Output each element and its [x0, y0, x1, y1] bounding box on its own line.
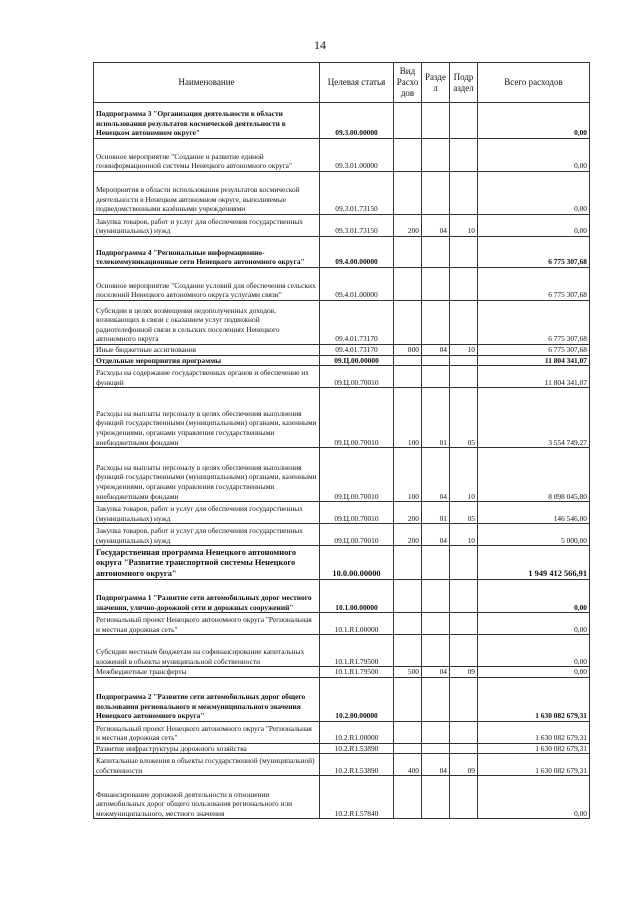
row-total-cell: 3 554 749,27	[478, 388, 590, 448]
row-section-cell	[422, 613, 450, 635]
table-row	[94, 667, 590, 678]
table-row	[94, 345, 590, 356]
row-type-cell	[394, 546, 422, 580]
header-section: Разде л	[422, 63, 450, 103]
header-total: Всего расходов	[478, 63, 590, 103]
row-section-cell	[422, 776, 450, 819]
row-subsection-cell	[450, 139, 478, 172]
row-section-cell: 04	[422, 345, 450, 356]
row-section-cell	[422, 172, 450, 215]
row-total-cell: 6 775 307,68	[478, 268, 590, 301]
row-section-cell	[422, 301, 450, 345]
row-target-cell: 09.4.01.73170	[320, 345, 394, 356]
row-type-cell	[394, 268, 422, 301]
row-total-cell: 0,00	[478, 215, 590, 237]
row-total-cell: 1 949 412 566,91	[478, 546, 590, 580]
row-type-cell: 400	[394, 754, 422, 776]
row-target-cell: 09.Ц.00.70010	[320, 448, 394, 502]
row-section-cell	[422, 635, 450, 667]
row-subsection-cell: 10	[450, 524, 478, 546]
row-target-cell: 10.2.00.00000	[320, 677, 394, 721]
row-name-cell: Иные бюджетные ассигнования	[94, 345, 320, 356]
row-type-cell	[394, 103, 422, 139]
row-total-cell: 6 775 307,68	[478, 237, 590, 268]
table-row	[94, 301, 590, 345]
row-total-cell: 11 804 341,07	[478, 366, 590, 388]
row-total-cell: 0,00	[478, 635, 590, 667]
row-total-cell: 6 775 307,68	[478, 345, 590, 356]
row-name-cell: Подпрограмма 3 "Организация деятельности в области использования результатов космической деятельности в Ненецком автономном округе"	[94, 103, 320, 139]
row-subsection-cell	[450, 580, 478, 613]
table-row	[94, 237, 590, 268]
table-row	[94, 721, 590, 743]
row-total-cell: 11 804 341,07	[478, 355, 590, 366]
row-name-cell: Основное мероприятие "Создание и развитие единой геоинформационной системы Ненецкого автономного округа"	[94, 139, 320, 172]
row-type-cell	[394, 355, 422, 366]
header-target-article: Целевая статья	[320, 63, 394, 103]
row-name-cell: Капитальные вложения в объекты государственной (муниципальной) собственности	[94, 754, 320, 776]
row-name-cell: Субсидии местным бюджетам на софинансирование капитальных вложений в объекты муниципальной собственности	[94, 635, 320, 667]
row-subsection-cell	[450, 743, 478, 754]
row-section-cell: 04	[422, 524, 450, 546]
table-row	[94, 754, 590, 776]
row-section-cell	[422, 580, 450, 613]
row-type-cell: 200	[394, 215, 422, 237]
row-section-cell	[422, 366, 450, 388]
row-section-cell	[422, 139, 450, 172]
row-total-cell: 0,00	[478, 139, 590, 172]
row-section-cell: 04	[422, 667, 450, 678]
row-section-cell: 01	[422, 502, 450, 524]
row-total-cell: 6 775 307,68	[478, 301, 590, 345]
row-section-cell	[422, 355, 450, 366]
table-row	[94, 524, 590, 546]
row-target-cell: 09.4.01.00000	[320, 268, 394, 301]
row-target-cell: 09.4.01.73170	[320, 301, 394, 345]
row-name-cell: Мероприятия в области использования результатов космической деятельности в Ненецком автономном округе, выполняемые подведомственными казёнными учреждениями	[94, 172, 320, 215]
row-target-cell: 10.1.00.00000	[320, 580, 394, 613]
row-subsection-cell	[450, 366, 478, 388]
page-number: 14	[314, 38, 326, 52]
row-target-cell: 09.Ц.00.70010	[320, 388, 394, 448]
row-total-cell: 1 630 082 679,31	[478, 721, 590, 743]
row-type-cell	[394, 743, 422, 754]
row-target-cell: 10.0.00.00000	[320, 546, 394, 580]
row-name-cell: Закупка товаров, работ и услуг для обеспечения государственных (муниципальных) нужд	[94, 215, 320, 237]
row-type-cell	[394, 580, 422, 613]
header-subsection: Подр аздел	[450, 63, 478, 103]
row-type-cell: 200	[394, 524, 422, 546]
row-name-cell: Подпрограмма 2 "Развитие сети автомобильных дорог общего пользования регионального и межмуниципального значения Ненецкого автономного округа"	[94, 677, 320, 721]
table-row	[94, 139, 590, 172]
table-row	[94, 743, 590, 754]
row-type-cell	[394, 172, 422, 215]
row-section-cell	[422, 268, 450, 301]
row-name-cell: Региональный проект Ненецкого автономного округа "Региональная и местная дорожная сеть"	[94, 721, 320, 743]
row-name-cell: Субсидии в целях возмещения недополученных доходов, возникающих в связи с оказанием услуг подвижной радиотелефонной связи в сельских поселениях Ненецкого автономного округа	[94, 301, 320, 345]
table-header-row	[94, 63, 590, 103]
row-target-cell: 09.3.01.73150	[320, 172, 394, 215]
row-type-cell	[394, 677, 422, 721]
row-target-cell: 09.4.00.00000	[320, 237, 394, 268]
row-type-cell: 100	[394, 388, 422, 448]
row-section-cell	[422, 103, 450, 139]
table-row	[94, 215, 590, 237]
row-target-cell: 10.1.R1.79500	[320, 635, 394, 667]
row-name-cell: Межбюджетные трансферты	[94, 667, 320, 678]
row-type-cell: 100	[394, 448, 422, 502]
table-row	[94, 677, 590, 721]
row-name-cell: Подпрограмма 4 "Региональные информационно-телекоммуникационные сети Ненецкого автономного округа"	[94, 237, 320, 268]
header-name: Наименование	[94, 63, 320, 103]
row-type-cell: 800	[394, 345, 422, 356]
row-type-cell	[394, 721, 422, 743]
row-total-cell: 8 098 045,80	[478, 448, 590, 502]
row-subsection-cell	[450, 268, 478, 301]
row-section-cell	[422, 546, 450, 580]
row-total-cell: 1 630 082 679,31	[478, 677, 590, 721]
row-section-cell	[422, 721, 450, 743]
row-total-cell: 146 546,00	[478, 502, 590, 524]
header-expense-type: Вид Расхо дов	[394, 63, 422, 103]
row-target-cell: 10.2.R1.00000	[320, 721, 394, 743]
row-subsection-cell: 10	[450, 345, 478, 356]
table-row	[94, 172, 590, 215]
row-type-cell	[394, 366, 422, 388]
table-row	[94, 580, 590, 613]
row-total-cell: 0,00	[478, 613, 590, 635]
row-target-cell: 10.1.R1.79500	[320, 667, 394, 678]
row-subsection-cell	[450, 172, 478, 215]
row-total-cell: 0,00	[478, 776, 590, 819]
row-target-cell: 09.Ц.00.70010	[320, 524, 394, 546]
row-target-cell: 09.3.01.73150	[320, 215, 394, 237]
row-name-cell: Расходы на содержание государственных органов и обеспечение их функций	[94, 366, 320, 388]
row-subsection-cell	[450, 721, 478, 743]
row-section-cell: 04	[422, 754, 450, 776]
row-total-cell: 1 630 082 679,31	[478, 743, 590, 754]
row-type-cell	[394, 237, 422, 268]
table-row	[94, 635, 590, 667]
row-total-cell: 0,00	[478, 103, 590, 139]
row-total-cell: 0,00	[478, 667, 590, 678]
row-name-cell: Развитие инфраструктуры дорожного хозяйства	[94, 743, 320, 754]
row-type-cell	[394, 301, 422, 345]
row-name-cell: Государственная программа Ненецкого автономного округа "Развитие транспортной системы Ненецкого автономного округа"	[94, 546, 320, 580]
row-total-cell: 1 630 082 679,31	[478, 754, 590, 776]
row-total-cell: 0,00	[478, 172, 590, 215]
row-name-cell: Финансирование дорожной деятельности в отношении автомобильных дорог общего пользования регионального или межмуниципального, местного значения	[94, 776, 320, 819]
row-subsection-cell: 10	[450, 215, 478, 237]
row-target-cell: 09.Ц.00.70010	[320, 366, 394, 388]
row-name-cell: Основное мероприятие "Создание условий для обеспечения сельских поселений Ненецкого автономного округа услугами связи"	[94, 268, 320, 301]
row-name-cell: Подпрограмма 1 "Развитие сети автомобильных дорог местного значения, улично-дорожной сети и дорожных сооружений"	[94, 580, 320, 613]
table-row	[94, 613, 590, 635]
row-subsection-cell	[450, 677, 478, 721]
budget-table	[93, 62, 590, 819]
row-subsection-cell	[450, 546, 478, 580]
row-name-cell: Региональный проект Ненецкого автономного округа "Региональная и местная дорожная сеть"	[94, 613, 320, 635]
row-target-cell: 09.3.00.00000	[320, 103, 394, 139]
row-name-cell: Расходы на выплаты персоналу в целях обеспечения выполнения функций государственными (муниципальными) органами, казенными учреждениями, органами управления государственными внебюджетными фондами	[94, 388, 320, 448]
row-total-cell: 5 000,00	[478, 524, 590, 546]
row-section-cell: 04	[422, 215, 450, 237]
table-row	[94, 355, 590, 366]
row-target-cell: 09.Ц.00.70010	[320, 502, 394, 524]
row-subsection-cell: 05	[450, 502, 478, 524]
row-subsection-cell	[450, 613, 478, 635]
row-subsection-cell: 09	[450, 667, 478, 678]
row-type-cell	[394, 139, 422, 172]
row-target-cell: 10.1.R1.00000	[320, 613, 394, 635]
table-row	[94, 776, 590, 819]
row-name-cell: Закупка товаров, работ и услуг для обеспечения государственных (муниципальных) нужд	[94, 502, 320, 524]
row-name-cell: Отдельные мероприятия программы	[94, 355, 320, 366]
row-subsection-cell: 05	[450, 388, 478, 448]
row-subsection-cell	[450, 635, 478, 667]
table-row	[94, 388, 590, 448]
row-subsection-cell	[450, 237, 478, 268]
row-target-cell: 10.2.R1.53890	[320, 743, 394, 754]
row-target-cell: 09.Ц.00.00000	[320, 355, 394, 366]
row-subsection-cell	[450, 103, 478, 139]
row-type-cell	[394, 776, 422, 819]
table-row	[94, 502, 590, 524]
row-target-cell: 09.3.01.00000	[320, 139, 394, 172]
row-name-cell: Закупка товаров, работ и услуг для обеспечения государственных (муниципальных) нужд	[94, 524, 320, 546]
row-name-cell: Расходы на выплаты персоналу в целях обеспечения выполнения функций государственными (муниципальными) органами, казенными учреждениями, органами управления государственными внебюджетными фондами	[94, 448, 320, 502]
row-total-cell: 0,00	[478, 580, 590, 613]
row-type-cell: 200	[394, 502, 422, 524]
row-subsection-cell	[450, 355, 478, 366]
table-row	[94, 546, 590, 580]
row-subsection-cell	[450, 776, 478, 819]
row-section-cell: 01	[422, 388, 450, 448]
row-target-cell: 10.2.R1.57840	[320, 776, 394, 819]
row-section-cell	[422, 237, 450, 268]
row-subsection-cell: 09	[450, 754, 478, 776]
row-section-cell: 04	[422, 448, 450, 502]
table-row	[94, 103, 590, 139]
row-type-cell	[394, 613, 422, 635]
row-target-cell: 10.2.R1.53890	[320, 754, 394, 776]
table-row	[94, 366, 590, 388]
table-row	[94, 268, 590, 301]
row-section-cell	[422, 743, 450, 754]
row-subsection-cell: 10	[450, 448, 478, 502]
row-type-cell	[394, 635, 422, 667]
row-section-cell	[422, 677, 450, 721]
row-subsection-cell	[450, 301, 478, 345]
table-row	[94, 448, 590, 502]
row-type-cell: 500	[394, 667, 422, 678]
